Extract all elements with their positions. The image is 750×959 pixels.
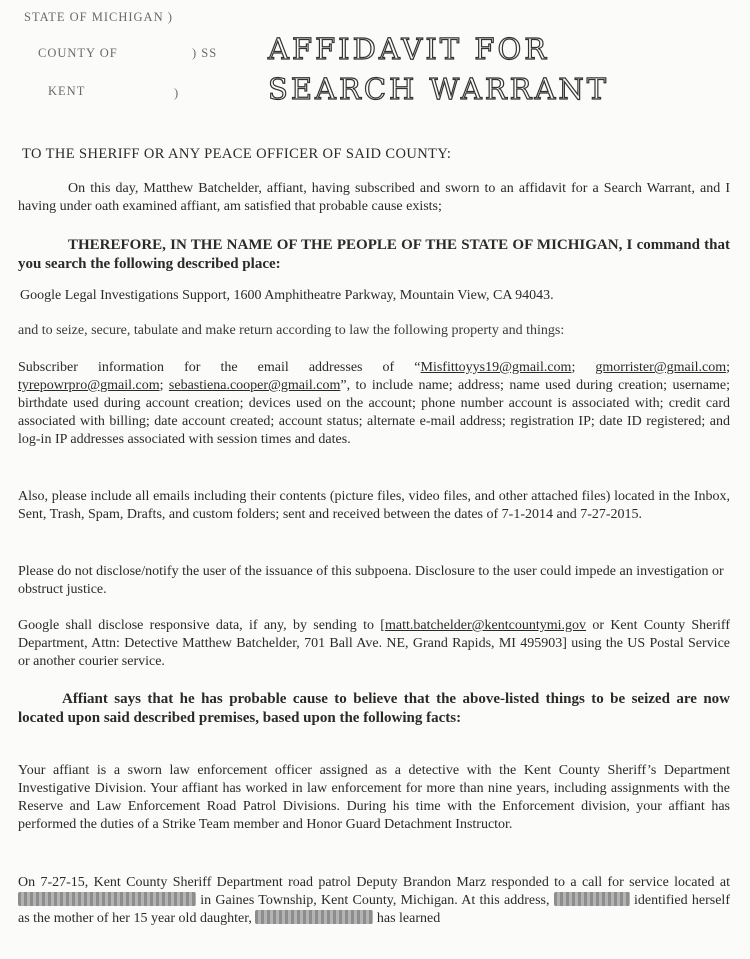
email-1: Misfittoyys19@gmail.com [420, 360, 572, 375]
google-text-a: Google shall disclose responsive data, if any, by sending to [ [18, 618, 385, 633]
sep-3: ; [159, 378, 169, 393]
email-2: gmorrister@gmail.com [595, 360, 727, 375]
sep-1: ; [571, 360, 596, 375]
affiant-paragraph: On this day, Matthew Batchelder, affiant, having subscribed and sworn to an affidavit for a Search Warrant, and I having under oath examined affiant, am satisfied that probable cause exists; [18, 181, 730, 214]
kent-label: KENT [48, 84, 86, 98]
subscriber-intro: Subscriber information for the email addresses of “ [18, 360, 421, 375]
incident-text-d: has learned [373, 911, 441, 926]
affiant-background-paragraph: Your affiant is a sworn law enforcement officer assigned as a detective with the Kent County Sheriff’s Department Investigative Division. Your affiant has worked in law enforcement for more than nine years, including assignments with the Reserve and Law Enforcement Road Patrol Divisions. During his time with the Enforcement division, your affiant has performed the duties of a Strike Team member and Honor Guard Detachment Instructor. [18, 763, 730, 832]
seize-line: and to seize, secure, tabulate and make return according to law the following property and things: [18, 323, 565, 338]
google-disclose-paragraph [18, 617, 730, 671]
command-paragraph: THEREFORE, IN THE NAME OF THE PEOPLE OF THE STATE OF MICHIGAN, I command that you search the following described place: [18, 237, 730, 272]
title-line-1: AFFIDAVIT FOR [268, 32, 550, 66]
redacted-address [18, 892, 196, 906]
incident-text-b: in Gaines Township, Kent County, Michigan. At this address, [196, 893, 554, 908]
email-4: sebastiena.cooper@gmail.com [168, 378, 341, 393]
email-3: tyrepowrpro@gmail.com [18, 378, 160, 393]
sep-2: ; [726, 360, 731, 375]
google-text-b: or Kent County Sheriff Department, Attn: Detective Matthew Batchelder, 701 Ball Ave. NE, Grand Rapids, MI 495903] using the US Postal Service or another courier service. [18, 618, 730, 669]
redacted-daughter-name [255, 910, 373, 924]
addressee-line: TO THE SHERIFF OR ANY PEACE OFFICER OF SAID COUNTY: [22, 146, 452, 162]
disclosure-paragraph: Please do not disclose/notify the user of the issuance of this subpoena. Disclosure to the user could impede an investigation or obstruct justice. [18, 564, 724, 597]
county-of-label: COUNTY OF [38, 46, 118, 60]
subscriber-rest: ”, to include name; address; name used during creation; username; birthdate used during account creation; devices used on the account; phone number account is associated with; credit card associated with billing; date account created; account status; alternate e-mail address; registration IP; date ID registered; and log-in IP addresses associated with session times and dates. [18, 378, 731, 447]
subscriber-paragraph [18, 359, 730, 449]
ss-label: ) SS [192, 46, 218, 60]
probable-cause-paragraph: Affiant says that he has probable cause to believe that the above-listed things to be seized are now located upon said described premises, based upon the following facts: [18, 691, 730, 726]
incident-paragraph [18, 874, 730, 928]
kent-email: matt.batchelder@kentcountymi.gov [384, 618, 587, 633]
redacted-name [554, 892, 630, 906]
emails-paragraph: Also, please include all emails including their contents (picture files, video files, and other attached files) located in the Inbox, Sent, Trash, Spam, Drafts, and custom folders; sent and received between the dates of 7-1-2014 and 7-27-2015. [18, 489, 730, 522]
incident-text-c: identified herself as the mother of her 15 year old daughter, [18, 893, 730, 926]
kent-paren: ) [174, 86, 180, 100]
title-line-2: SEARCH WARRANT [268, 72, 610, 106]
state-line: STATE OF MICHIGAN ) [24, 10, 173, 24]
incident-text-a: On 7-27-15, Kent County Sheriff Department road patrol Deputy Brandon Marz responded to a call for service located at [18, 875, 730, 890]
search-place: Google Legal Investigations Support, 1600 Amphitheatre Parkway, Mountain View, CA 94043. [20, 288, 554, 303]
